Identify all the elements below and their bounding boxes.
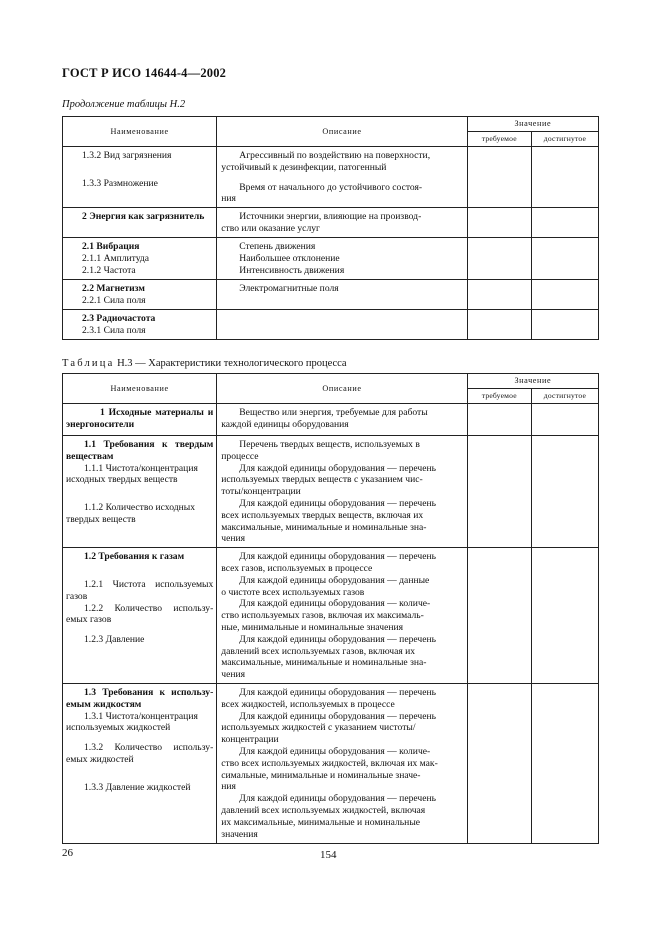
desc-cell: Агрессивный по воздействию на поверхности, устойчивый к дезинфекции, патогенный Время от начального до устойчивого состоя- ния — [217, 147, 467, 208]
col-desc-header: Описание — [217, 374, 467, 404]
name-cell: 1.2 Требования к газам 1.2.1 Чистота используемых газов 1.2.2 Количество использу- емых газов 1.2.3 Давление — [63, 548, 217, 684]
value-required-cell — [467, 147, 531, 208]
desc-cell: Электромагнитные поля — [217, 280, 467, 310]
table-row — [63, 404, 599, 436]
table-row — [63, 310, 599, 340]
name-cell: 1 Исходные материалы и энергоносители — [63, 404, 217, 436]
name-cell: 1.1 Требования к твердым веществам 1.1.1 Чистота/концентрация исходных твердых веществ 1.1.2 Количество исходных твердых веществ — [63, 436, 217, 548]
table-row — [63, 683, 599, 843]
col-value-header: Значение — [467, 117, 598, 132]
col-required-header: требуемое — [467, 132, 531, 147]
table-h3-caption: Таблица Н.3 — Характеристики технологического процесса — [62, 358, 347, 369]
table-row — [63, 548, 599, 684]
page-number-left: 26 — [62, 847, 73, 859]
table-h3 — [62, 373, 599, 844]
table-row — [63, 238, 599, 280]
value-achieved-cell — [531, 147, 598, 208]
name-cell: 1.3.2 Вид загрязнения 1.3.3 Размножение — [63, 147, 217, 208]
table-row — [63, 436, 599, 548]
name-cell: 2.1 Вибрация 2.1.1 Амплитуда 2.1.2 Частота — [63, 238, 217, 280]
name-cell: 2 Энергия как загрязнитель — [63, 208, 217, 238]
col-achieved-header: достигнутое — [531, 389, 598, 404]
name-cell: 2.2 Магнетизм 2.2.1 Сила поля — [63, 280, 217, 310]
col-name-header: Наименование — [63, 117, 217, 147]
page-number-center: 154 — [320, 849, 337, 861]
desc-cell: Для каждой единицы оборудования — перечень всех газов, используемых в процессе Для каждой единицы оборудования — данные о чистоте всех используемых газов Для каждой единицы оборудования — количе- ство используемых газов, включая их максималь- ные, минимальные и номинальные значения Для каждой единицы оборудования — перечень давлений всех используемых газов, включая их максимальные, минимальные и номинальные зна- чения — [217, 548, 467, 684]
col-required-header: требуемое — [467, 389, 531, 404]
document-header: ГОСТ Р ИСО 14644-4—2002 — [62, 66, 227, 80]
desc-cell: Вещество или энергия, требуемые для работы каждой единицы оборудования — [217, 404, 467, 436]
table-row — [63, 280, 599, 310]
name-cell: 1.3 Требования к использу- емым жидкостям 1.3.1 Чистота/концентрация используемых жидкостей 1.3.2 Количество использу- емых жидкостей 1.3.3 Давление жидкостей — [63, 683, 217, 843]
name-cell: 2.3 Радиочастота 2.3.1 Сила поля — [63, 310, 217, 340]
col-value-header: Значение — [467, 374, 598, 389]
desc-cell: Перечень твердых веществ, используемых в процессе Для каждой единицы оборудования — перечень используемых твердых веществ с указанием чис- тоты/концентрации Для каждой единицы оборудования — перечень всех используемых твердых веществ, включая их максимальные, минимальные и номинальные зна- чения — [217, 436, 467, 548]
table-h2 — [62, 116, 599, 340]
table-row — [63, 147, 599, 208]
desc-cell: Для каждой единицы оборудования — перечень всех жидкостей, используемых в процессе Для каждой единицы оборудования — перечень используемых жидкостей с указанием чистоты/ концентрации Для каждой единицы оборудования — количе- ство всех используемых жидкостей, включая их мак- симальные, минимальные и номинальные значе- ния Для каждой единицы оборудования — перечень давлений всех используемых жидкостей, включая их максимальные, минимальные и номинальные значения — [217, 683, 467, 843]
col-achieved-header: достигнутое — [531, 132, 598, 147]
desc-cell: Степень движения Наибольшее отклонение Интенсивность движения — [217, 238, 467, 280]
table-h2-caption: Продолжение таблицы Н.2 — [62, 99, 186, 110]
table-row — [63, 208, 599, 238]
col-name-header: Наименование — [63, 374, 217, 404]
desc-cell: Источники энергии, влияющие на производ- ство или оказание услуг — [217, 208, 467, 238]
col-desc-header: Описание — [217, 117, 467, 147]
